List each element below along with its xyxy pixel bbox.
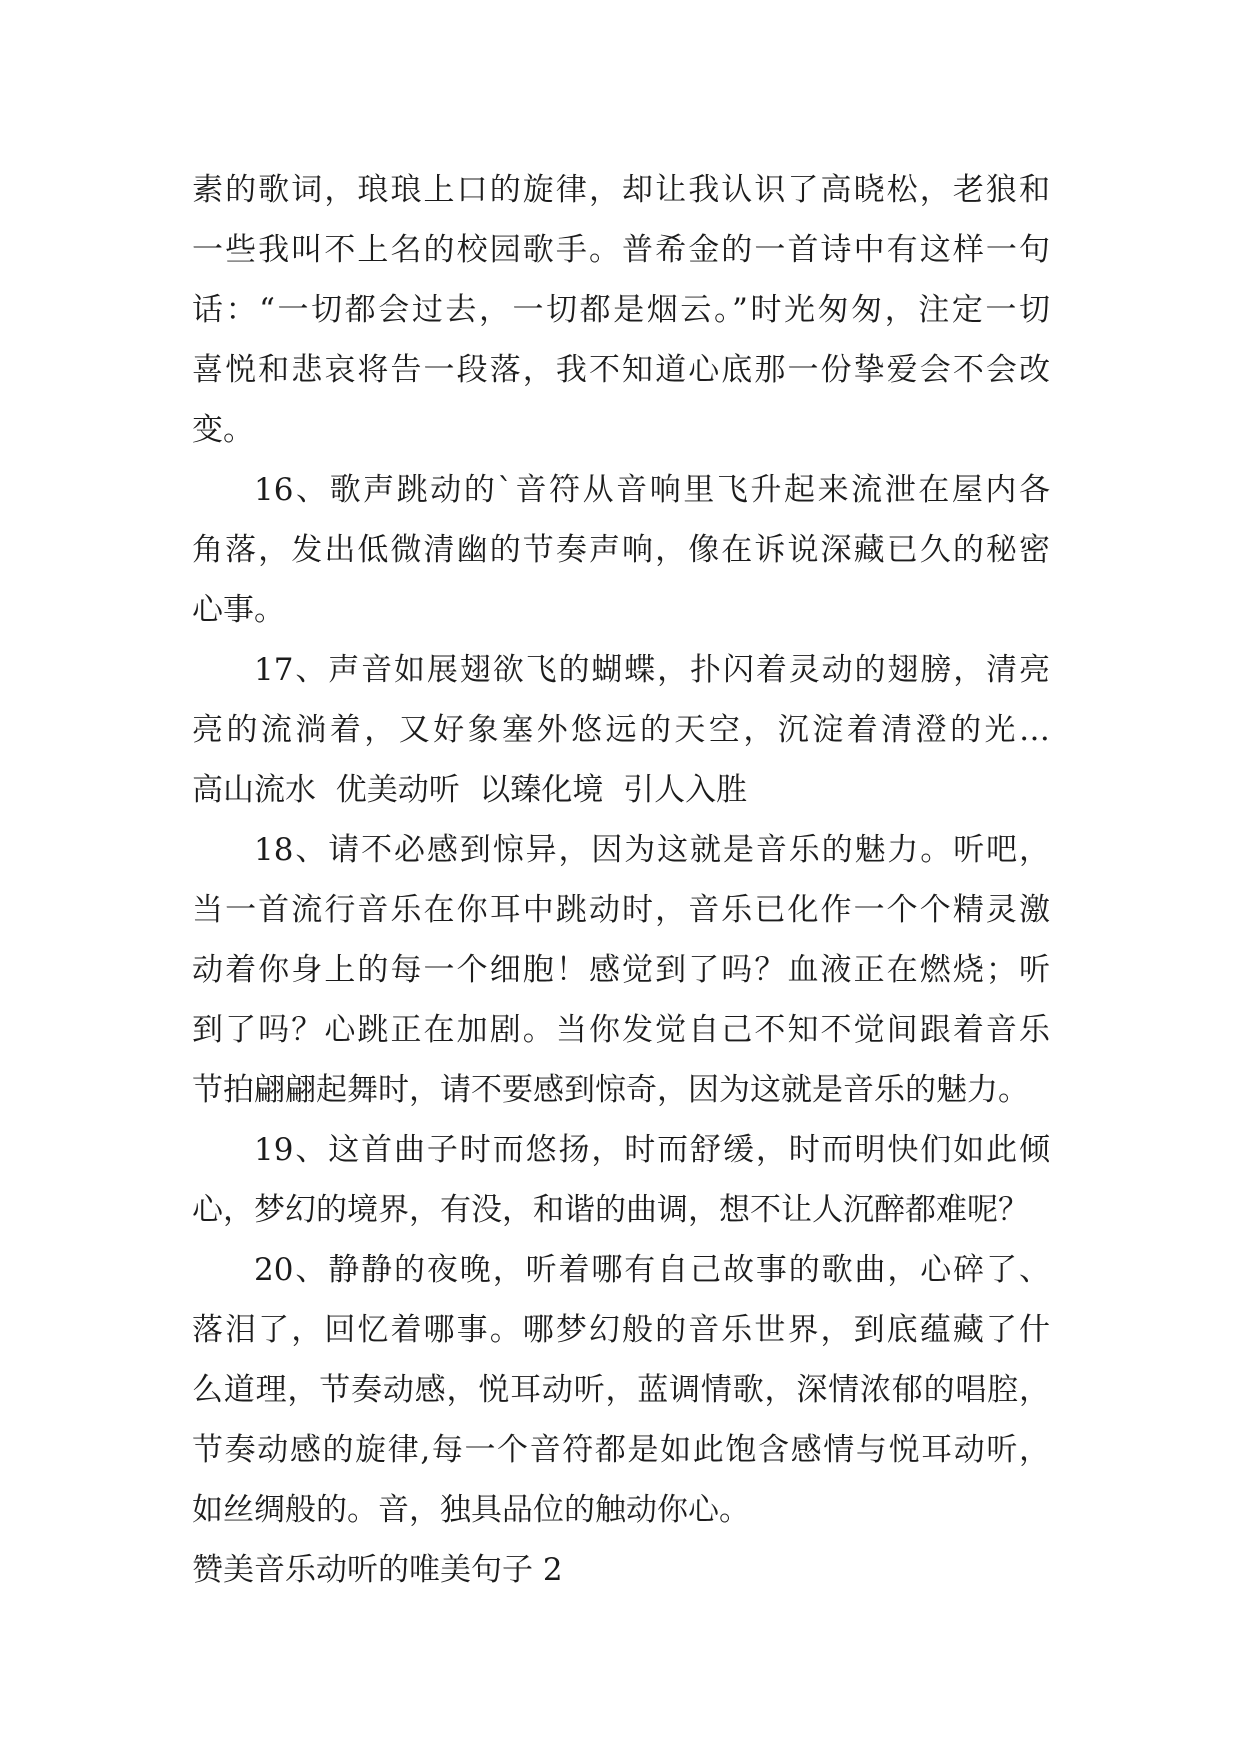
text-line: 如丝绸般的。音，独具品位的触动你心。 bbox=[192, 1492, 750, 1528]
text-line: 角落，发出低微清幽的节奏声响，像在诉说深藏已久的秘密 bbox=[192, 532, 1050, 568]
paragraph-17-line: 17、声音如展翅欲飞的蝴蝶，扑闪着灵动的翅膀，清亮 bbox=[254, 652, 1050, 688]
paragraph-20-line: 20、静静的夜晚，听着哪有自己故事的歌曲，心碎了、 bbox=[254, 1252, 1050, 1288]
text-line: 变。 bbox=[192, 412, 254, 448]
section-heading: 赞美音乐动听的唯美句子 2 bbox=[192, 1552, 563, 1588]
text-line: 节奏动感的旋律,每一个音符都是如此饱含感情与悦耳动听， bbox=[192, 1432, 1050, 1468]
text-line: 到了吗？心跳正在加剧。当你发觉自己不知不觉间跟着音乐 bbox=[192, 1012, 1050, 1048]
paragraph-18-line: 18、请不必感到惊异，因为这就是音乐的魅力。听吧， bbox=[254, 832, 1050, 868]
text-line: 当一首流行音乐在你耳中跳动时，音乐已化作一个个精灵激 bbox=[192, 892, 1050, 928]
text-line: 心，梦幻的境界，有没，和谐的曲调，想不让人沉醉都难呢？ bbox=[192, 1192, 1029, 1228]
text-line: 喜悦和悲哀将告一段落，我不知道心底那一份挚爱会不会改 bbox=[192, 352, 1050, 388]
text-line: 高山流水 优美动听 以臻化境 引人入胜 bbox=[192, 772, 748, 808]
text-line: 落泪了，回忆着哪事。哪梦幻般的音乐世界，到底蕴藏了什 bbox=[192, 1312, 1050, 1348]
text-line: 素的歌词，琅琅上口的旋律，却让我认识了高晓松，老狼和 bbox=[192, 172, 1050, 208]
text-line: 心事。 bbox=[192, 592, 285, 628]
text-line: 一些我叫不上名的校园歌手。普希金的一首诗中有这样一句 bbox=[192, 232, 1050, 268]
text-line: 亮的流淌着，又好象塞外悠远的天空，沉淀着清澄的光… bbox=[192, 712, 1050, 748]
body-text bbox=[192, 160, 1050, 1600]
text-line: 节拍翩翩起舞时，请不要感到惊奇，因为这就是音乐的魅力。 bbox=[192, 1072, 1029, 1108]
text-line: 么道理，节奏动感，悦耳动听，蓝调情歌，深情浓郁的唱腔， bbox=[192, 1372, 1050, 1408]
paragraph-19-line: 19、这首曲子时而悠扬，时而舒缓，时而明快们如此倾 bbox=[254, 1132, 1050, 1168]
text-line: 动着你身上的每一个细胞！感觉到了吗？血液正在燃烧；听 bbox=[192, 952, 1050, 988]
text-line: 话：“一切都会过去，一切都是烟云。”时光匆匆，注定一切 bbox=[192, 292, 1050, 328]
paragraph-16-line: 16、歌声跳动的`音符从音响里飞升起来流泄在屋内各 bbox=[254, 472, 1050, 508]
